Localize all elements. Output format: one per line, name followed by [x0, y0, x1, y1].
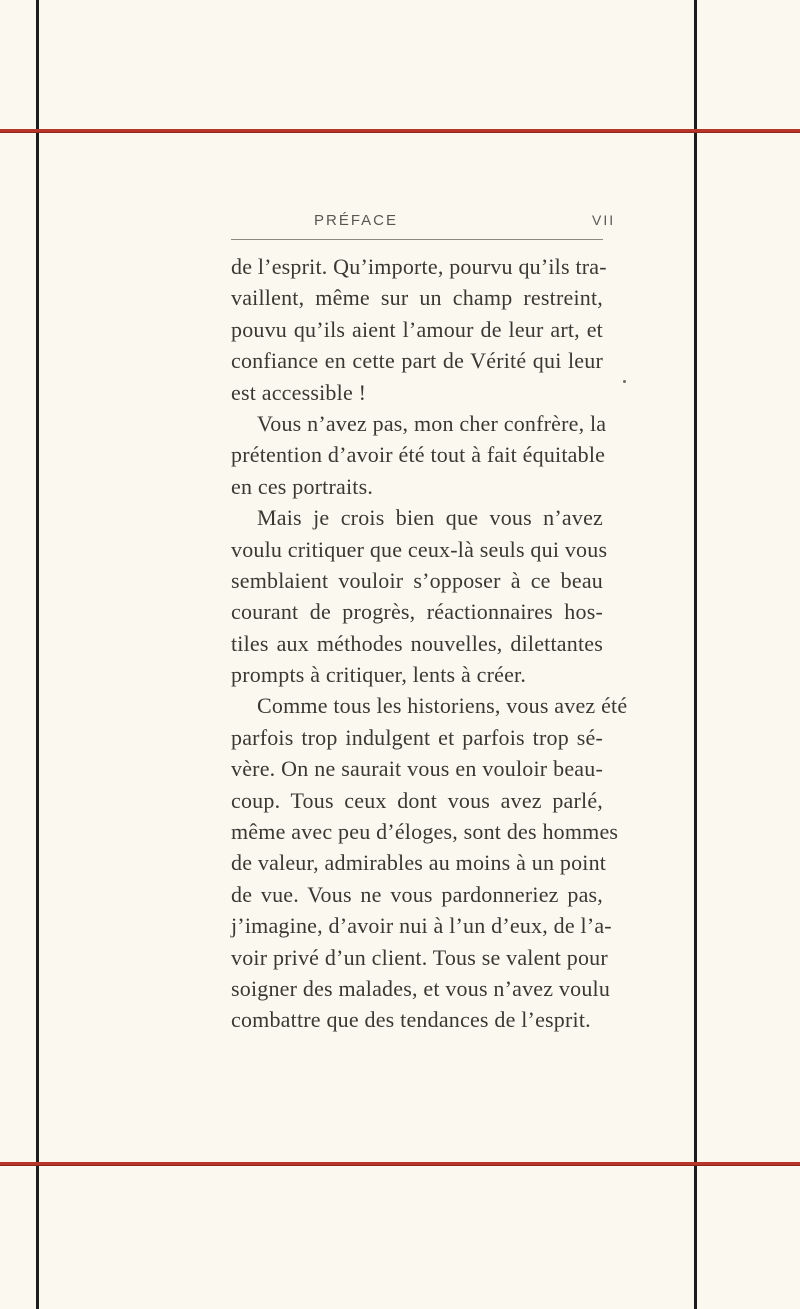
- right-crop-line: [694, 0, 697, 1309]
- text-line: voir privé d’un client. Tous se valent pour: [231, 944, 608, 970]
- top-crop-line: [0, 129, 800, 132]
- text-line: vère. On ne saurait vous en vouloir beau-: [231, 756, 603, 782]
- text-line: de vue. Vous ne vous pardonneriez pas,: [231, 881, 603, 907]
- left-crop-line: [36, 0, 39, 1309]
- text-line: j’imagine, d’avoir nui à l’un d’eux, de l’a-: [231, 913, 612, 939]
- text-line: courant de progrès, réactionnaires hos-: [231, 599, 603, 625]
- text-line: Vous n’avez pas, mon cher confrère, la: [257, 410, 607, 436]
- text-line: pouvu qu’ils aient l’amour de leur art, et: [231, 316, 603, 342]
- text-line: prétention d’avoir été tout à fait équitable: [231, 442, 606, 468]
- running-title: PRÉFACE: [314, 212, 399, 229]
- text-line: en ces portraits.: [231, 473, 374, 499]
- stray-mark: [623, 380, 626, 383]
- text-line: soigner des malades, et vous n’avez voulu: [231, 975, 611, 1001]
- text-line: voulu critiquer que ceux-là seuls qui vous: [231, 536, 608, 562]
- text-line: combattre que des tendances de l’esprit.: [231, 1007, 591, 1033]
- text-line: vaillent, même sur un champ restreint,: [231, 285, 603, 311]
- text-line: parfois trop indulgent et parfois trop sé-: [231, 724, 603, 750]
- text-line: même avec peu d’éloges, sont des hommes: [231, 819, 619, 845]
- bottom-crop-line: [0, 1162, 800, 1165]
- body-text: [231, 251, 628, 1036]
- text-line: Comme tous les historiens, vous avez été: [257, 693, 628, 719]
- text-line: semblaient vouloir s’opposer à ce beau: [231, 567, 603, 593]
- text-line: Mais je crois bien que vous n’avez: [257, 505, 603, 531]
- text-line: confiance en cette part de Vérité qui leur: [231, 348, 603, 374]
- text-line: est accessible !: [231, 379, 367, 405]
- page-number: VII: [592, 212, 616, 228]
- header-rule: [231, 239, 603, 240]
- text-line: coup. Tous ceux dont vous avez parlé,: [231, 787, 603, 813]
- text-line: de valeur, admirables au moins à un point: [231, 850, 607, 876]
- text-line: de l’esprit. Qu’importe, pourvu qu’ils tra-: [231, 254, 607, 279]
- page-header: [231, 212, 771, 242]
- text-line: tiles aux méthodes nouvelles, dilettantes: [231, 630, 603, 656]
- text-line: prompts à critiquer, lents à créer.: [231, 662, 527, 688]
